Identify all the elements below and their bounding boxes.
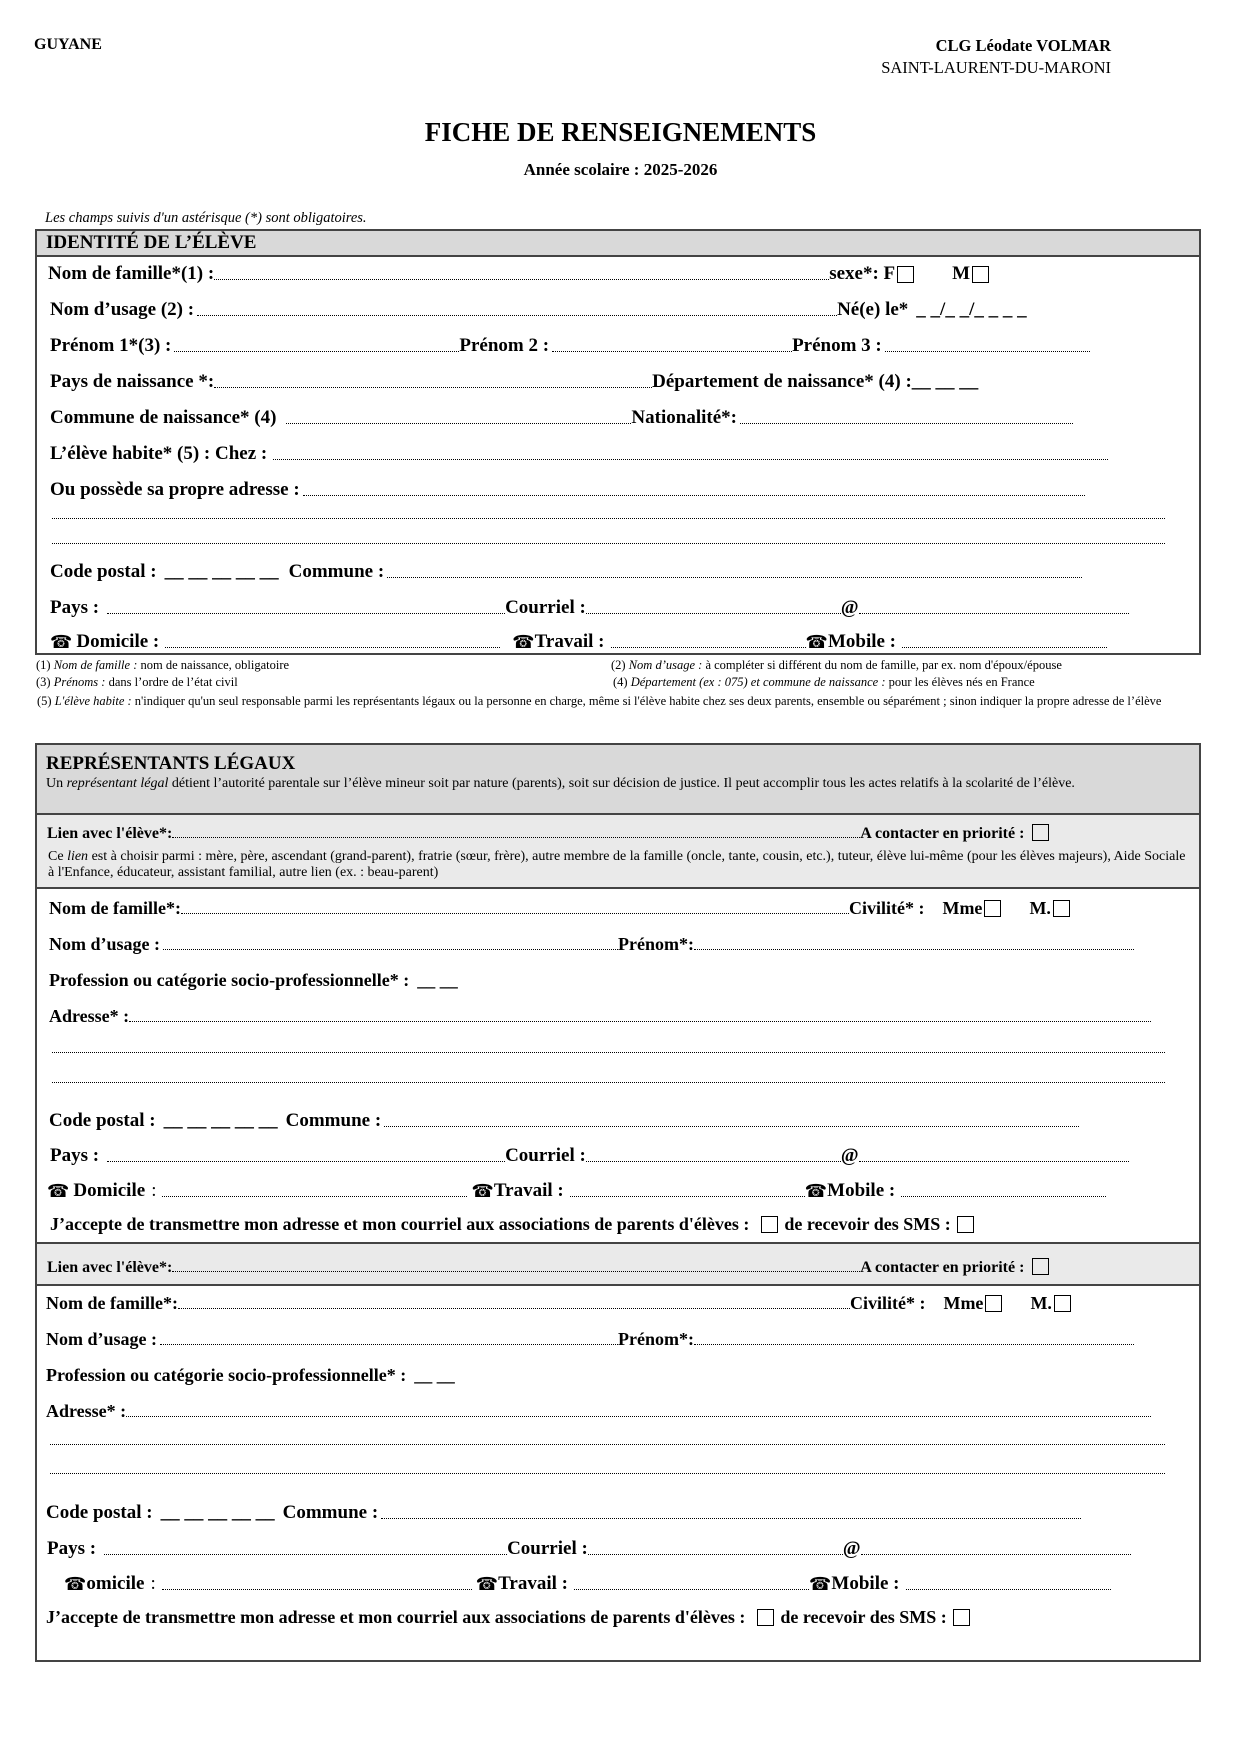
- r1-adresse-line-2[interactable]: [52, 1052, 1165, 1053]
- r1-sms-label: de recevoir des SMS :: [784, 1214, 951, 1234]
- propre-adresse-label: Ou possède sa propre adresse :: [50, 479, 300, 500]
- r2-code-postal-field[interactable]: __ __ __ __ __: [160, 1502, 275, 1523]
- r2-pays-field[interactable]: [104, 1554, 507, 1555]
- r2-profession-label: Profession ou catégorie socio-professionnelle* :: [46, 1365, 407, 1385]
- r2-prenom-field[interactable]: [694, 1344, 1134, 1345]
- r1-adresse-label: Adresse* :: [49, 1006, 130, 1026]
- r2-civilite-label: Civilité* :: [849, 1293, 926, 1313]
- row-pays-courriel: [50, 592, 1170, 622]
- r1-row-accept: [50, 1210, 1170, 1238]
- r2-commune-label: Commune :: [282, 1502, 379, 1523]
- footnote-3: (3) Prénoms : dans l’ordre de l’état civil: [36, 675, 238, 689]
- r2-domicile-colon: :: [150, 1573, 156, 1594]
- row-nom-usage: [50, 294, 1150, 324]
- r2-profession-field[interactable]: __ __: [414, 1365, 455, 1385]
- r2-row-profession: [46, 1361, 1166, 1389]
- row-prenoms: [50, 330, 1170, 360]
- r1-domicile-colon: :: [151, 1180, 157, 1201]
- r1-mme-label: Mme: [942, 898, 983, 918]
- r1-commune-field[interactable]: [384, 1126, 1079, 1127]
- school-name: CLG Léodate VOLMAR: [935, 36, 1111, 55]
- r1-prenom-label: Prénom*:: [618, 934, 694, 954]
- r1-commune-label: Commune :: [285, 1110, 382, 1131]
- r2-row-code-postal: [46, 1497, 1166, 1527]
- dept-naissance-field[interactable]: __ __ __: [911, 371, 979, 392]
- prenom1-label: Prénom 1*(3) :: [50, 335, 172, 356]
- travail-field[interactable]: [611, 647, 806, 648]
- priorite-checkbox[interactable]: [1032, 824, 1049, 841]
- r2-code-postal-label: Code postal :: [46, 1502, 153, 1523]
- phone-icon: ☎: [47, 1181, 70, 1202]
- lien-field[interactable]: [172, 837, 860, 838]
- r2-accept-checkbox[interactable]: [757, 1609, 774, 1626]
- r2-row-pays-courriel: [47, 1533, 1167, 1563]
- commune-field[interactable]: [387, 577, 1082, 578]
- r2-sms-label: de recevoir des SMS :: [780, 1607, 947, 1627]
- footnote-4: (4) Département (ex : 075) et commune de naissance : pour les élèves nés en France: [613, 675, 1035, 689]
- r1-code-postal-label: Code postal :: [49, 1110, 156, 1131]
- r1-nom-field[interactable]: [181, 913, 849, 914]
- r2-adresse-field[interactable]: [126, 1416, 1151, 1417]
- at-label: @: [840, 597, 859, 618]
- r2-commune-field[interactable]: [381, 1518, 1081, 1519]
- r1-usage-field[interactable]: [163, 949, 618, 950]
- mandatory-note: Les champs suivis d'un astérisque (*) sont obligatoires.: [45, 210, 367, 226]
- nationalite-label: Nationalité*:: [631, 407, 737, 428]
- r1-adresse-line-3[interactable]: [52, 1082, 1165, 1083]
- r1-civilite-label: Civilité* :: [848, 898, 925, 918]
- prenom3-label: Prénom 3 :: [792, 335, 882, 356]
- r1-row-pays-courriel: [50, 1140, 1170, 1170]
- lien-note: Ce lien est à choisir parmi : mère, père, ascendant (grand-parent), fratrie (sœur, frère), autre membre de la famille (oncle, tante, cousin, etc.), tuteur, élève lui-même (pour les élèves majeurs), Aide Sociale à l'Enfance, éducateur, assistant familial, autre lien (ex. : beau-parent): [48, 849, 1186, 880]
- footnote-5: (5) L'élève habite : n'indiquer qu'un seul responsable parmi les représentants légaux ou la personne en charge, même si l'élève habite chez ses deux parents, ensemble ou séparément ; sinon indiquer la propre adresse de l’élève: [37, 694, 1162, 708]
- r1-nom-label: Nom de famille*:: [49, 898, 181, 918]
- r1-courriel-label: Courriel :: [505, 1145, 586, 1166]
- phone-icon: ☎: [475, 1574, 499, 1595]
- phone-icon: ☎: [804, 1181, 828, 1202]
- r2-domicile-label: omicile: [86, 1573, 145, 1594]
- row-telephones: [50, 626, 1170, 656]
- r2-adresse-label: Adresse* :: [46, 1401, 127, 1421]
- date-naissance-field[interactable]: _ _/_ _/_ _ _ _: [916, 299, 1027, 320]
- r2-adresse-line-2[interactable]: [50, 1444, 1165, 1445]
- r2-travail-label: Travail :: [498, 1573, 568, 1594]
- pays-naissance-label: Pays de naissance *:: [50, 371, 215, 392]
- domicile-field[interactable]: [165, 647, 500, 648]
- r1-profession-field[interactable]: __ __: [417, 970, 458, 990]
- r2-row-accept: [46, 1603, 1166, 1631]
- r1-pays-field[interactable]: [107, 1161, 505, 1162]
- phone-icon: ☎: [805, 632, 828, 653]
- sexe-m-checkbox[interactable]: [972, 266, 989, 283]
- habite-label: L’élève habite* (5) : Chez :: [50, 443, 268, 464]
- nom-famille-label: Nom de famille*(1) :: [48, 263, 215, 284]
- r2-m-label: M.: [1030, 1293, 1052, 1313]
- pays-field[interactable]: [107, 613, 505, 614]
- r1-row-usage: [49, 930, 1169, 958]
- row-propre-adresse: [50, 474, 1170, 504]
- r1-accept-label: J’accepte de transmettre mon adresse et mon courriel aux associations de parents d'élèves :: [50, 1214, 750, 1234]
- sexe-m-label: M: [952, 263, 971, 284]
- r2-courriel-domain-field[interactable]: [861, 1554, 1131, 1555]
- code-postal-label: Code postal :: [50, 561, 157, 582]
- footnote-1: (1) Nom de famille : nom de naissance, obligatoire: [36, 658, 290, 672]
- representants-title: REPRÉSENTANTS LÉGAUX: [46, 753, 296, 774]
- r1-row-code-postal: [49, 1105, 1169, 1135]
- commune-label: Commune :: [288, 561, 385, 582]
- travail-label: Travail :: [534, 631, 605, 652]
- r1-prenom-field[interactable]: [694, 949, 1134, 950]
- r1-mobile-label: Mobile :: [827, 1180, 896, 1201]
- r2-row-usage: [46, 1325, 1166, 1353]
- sexe-f-checkbox[interactable]: [897, 266, 914, 283]
- phone-icon: ☎: [50, 632, 73, 653]
- region-label: GUYANE: [34, 36, 102, 53]
- r2-courriel-field[interactable]: [588, 1554, 843, 1555]
- school-city: SAINT-LAURENT-DU-MARONI: [881, 58, 1111, 77]
- r1-adresse-field[interactable]: [129, 1021, 1151, 1022]
- row-commune-naissance: [50, 402, 1170, 432]
- pays-label: Pays :: [50, 597, 100, 618]
- r1-travail-field[interactable]: [570, 1196, 805, 1197]
- page-subtitle: Année scolaire : 2025-2026: [523, 160, 718, 179]
- adresse-line-2[interactable]: [52, 518, 1165, 519]
- r1-row-nom: [49, 894, 1169, 922]
- r2-prenom-label: Prénom*:: [618, 1329, 694, 1349]
- courriel-domain-field[interactable]: [859, 613, 1129, 614]
- code-postal-field[interactable]: __ __ __ __ __: [164, 561, 279, 582]
- lien-label: Lien avec l'élève*:: [47, 825, 173, 842]
- mobile-field[interactable]: [902, 647, 1107, 648]
- phone-icon: ☎: [471, 1181, 494, 1202]
- r2-adresse-line-3[interactable]: [50, 1473, 1165, 1474]
- sexe-label: sexe*: F: [829, 263, 896, 284]
- footnote-2: (2) Nom d’usage : à compléter si différent du nom de famille, par ex. nom d'époux/épouse: [611, 658, 1062, 672]
- r2-row-nom: [46, 1289, 1166, 1317]
- r1-row-telephones: [47, 1175, 1167, 1205]
- r1-travail-label: Travail :: [493, 1180, 564, 1201]
- row-lien-2: [47, 1252, 1167, 1280]
- prenom1-field[interactable]: [174, 351, 459, 352]
- propre-adresse-field[interactable]: [303, 495, 1085, 496]
- nom-usage-field[interactable]: [197, 315, 837, 316]
- priorite-label: A contacter en priorité :: [860, 825, 1025, 842]
- lien-2-field[interactable]: [172, 1271, 860, 1272]
- prenom2-label: Prénom 2 :: [459, 335, 550, 356]
- page-title: FICHE DE RENSEIGNEMENTS: [424, 117, 817, 147]
- prenom2-field[interactable]: [552, 351, 792, 352]
- r2-accept-label: J’accepte de transmettre mon adresse et mon courriel aux associations de parents d'élèves :: [46, 1607, 746, 1627]
- r1-m-label: M.: [1029, 898, 1051, 918]
- row-code-postal: [50, 556, 1170, 586]
- row-lien-1: [47, 818, 1167, 846]
- pays-naissance-field[interactable]: [214, 387, 652, 388]
- r1-m-checkbox[interactable]: [1053, 900, 1070, 917]
- r2-mme-label: Mme: [943, 1293, 984, 1313]
- r2-mme-checkbox[interactable]: [985, 1295, 1002, 1312]
- nationalite-field[interactable]: [740, 423, 1073, 424]
- row-nom-famille: [48, 258, 1148, 288]
- r2-at-label: @: [842, 1538, 861, 1559]
- lien-2-label: Lien avec l'élève*:: [47, 1259, 173, 1276]
- courriel-label: Courriel :: [505, 597, 586, 618]
- r2-travail-field[interactable]: [574, 1589, 809, 1590]
- r1-courriel-field[interactable]: [586, 1161, 841, 1162]
- r1-mobile-field[interactable]: [901, 1196, 1106, 1197]
- phone-icon: ☎: [512, 632, 535, 653]
- commune-naissance-label: Commune de naissance* (4): [50, 407, 277, 428]
- identite-title: IDENTITÉ DE L’ÉLÈVE: [46, 232, 257, 253]
- r1-sms-checkbox[interactable]: [957, 1216, 974, 1233]
- priorite-2-checkbox[interactable]: [1032, 1258, 1049, 1275]
- habite-field[interactable]: [273, 459, 1108, 460]
- mobile-label: Mobile :: [827, 631, 897, 652]
- r1-usage-label: Nom d’usage :: [49, 934, 160, 954]
- r2-row-telephones: [64, 1568, 1174, 1598]
- r1-pays-label: Pays :: [50, 1145, 100, 1166]
- r2-domicile-field[interactable]: [162, 1589, 472, 1590]
- r2-usage-label: Nom d’usage :: [46, 1329, 157, 1349]
- r1-at-label: @: [840, 1145, 859, 1166]
- nom-usage-label: Nom d’usage (2) :: [50, 299, 195, 320]
- r2-usage-field[interactable]: [160, 1344, 618, 1345]
- r2-courriel-label: Courriel :: [507, 1538, 588, 1559]
- r2-mobile-field[interactable]: [906, 1589, 1111, 1590]
- r2-pays-label: Pays :: [47, 1538, 97, 1559]
- representants-intro: Un représentant légal détient l’autorité parentale sur l’élève mineur soit par nature (parents), soit sur décision de justice. Il peut accomplir tous les actes relatifs à la scolarité de l’élève.: [46, 776, 1075, 791]
- row-habite: [50, 438, 1170, 468]
- r2-row-adresse: [46, 1397, 1166, 1425]
- r1-mme-checkbox[interactable]: [984, 900, 1001, 917]
- r1-domicile-label: Domicile: [73, 1180, 146, 1201]
- prenom3-field[interactable]: [885, 351, 1090, 352]
- courriel-field[interactable]: [586, 613, 841, 614]
- r1-row-adresse: [49, 1002, 1169, 1030]
- r2-m-checkbox[interactable]: [1054, 1295, 1071, 1312]
- adresse-line-3[interactable]: [52, 543, 1165, 544]
- row-pays-naissance: [50, 366, 1170, 396]
- r2-sms-checkbox[interactable]: [953, 1609, 970, 1626]
- r1-domicile-field[interactable]: [162, 1196, 467, 1197]
- r2-nom-label: Nom de famille*:: [46, 1293, 178, 1313]
- r1-row-profession: [49, 966, 1169, 994]
- commune-naissance-field[interactable]: [286, 423, 631, 424]
- phone-icon: ☎: [64, 1574, 87, 1595]
- r1-courriel-domain-field[interactable]: [859, 1161, 1129, 1162]
- r2-nom-field[interactable]: [178, 1308, 850, 1309]
- r1-code-postal-field[interactable]: __ __ __ __ __: [163, 1110, 278, 1131]
- r1-accept-checkbox[interactable]: [761, 1216, 778, 1233]
- ne-le-label: Né(e) le*: [837, 299, 909, 320]
- nom-famille-field[interactable]: [214, 279, 829, 280]
- domicile-label: Domicile :: [76, 631, 160, 652]
- priorite-2-label: A contacter en priorité :: [860, 1259, 1025, 1276]
- phone-icon: ☎: [809, 1574, 832, 1595]
- r1-profession-label: Profession ou catégorie socio-professionnelle* :: [49, 970, 410, 990]
- r2-mobile-label: Mobile :: [831, 1573, 900, 1594]
- dept-naissance-label: Département de naissance* (4) :: [652, 371, 912, 392]
